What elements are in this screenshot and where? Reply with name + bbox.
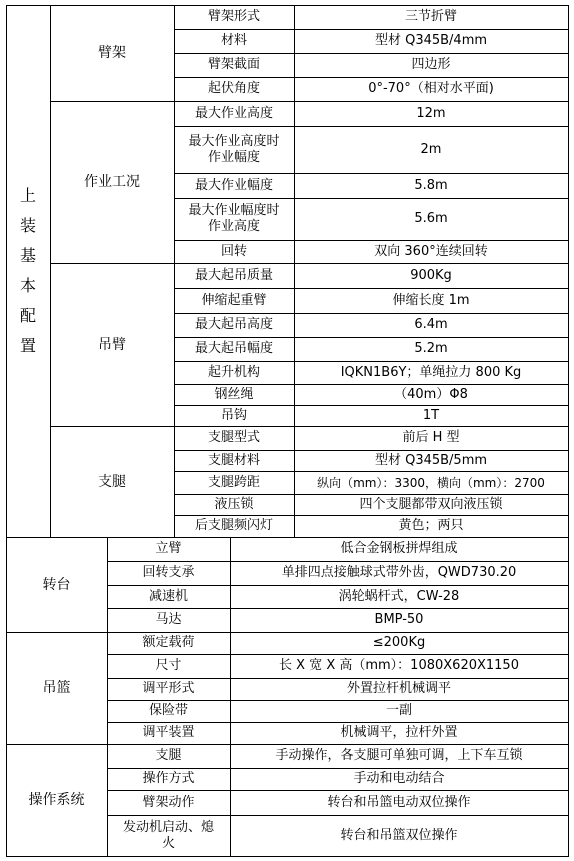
row-value: 手动操作，各支腿可单独可调，上下车互锁 xyxy=(275,748,523,763)
row-label: 尺寸 xyxy=(155,658,182,673)
row-value: 转台和吊篮电动双位操作 xyxy=(327,794,471,810)
row-value: 纵向（mm）：3300，横向（mm）：2700 xyxy=(317,475,545,490)
divider xyxy=(174,515,569,516)
row-value: 长 X 宽 X 高（mm）：1080X620X1150 xyxy=(279,658,519,673)
row-label: 起升机构 xyxy=(207,364,260,380)
row-value: 低合金钢板拼焊组成 xyxy=(340,541,458,556)
row-label: 臂架动作 xyxy=(142,794,195,810)
title-char: 配 xyxy=(19,306,36,325)
row-value: BMP-50 xyxy=(374,612,424,627)
row-label: 调平形式 xyxy=(142,681,195,696)
row-value: 0°-70°（相对水平面) xyxy=(368,81,494,96)
row-value: 一副 xyxy=(385,703,412,718)
divider xyxy=(174,384,569,385)
row-label: 保险带 xyxy=(148,703,188,718)
row-label: 支腿材料 xyxy=(207,452,260,468)
row-value: 1T xyxy=(422,407,440,423)
row-label: 臂架形式 xyxy=(207,9,260,24)
row-label: 马达 xyxy=(155,612,182,627)
divider xyxy=(174,240,569,241)
row-label: 最大作业幅度 xyxy=(194,177,273,193)
row-label: 调平装置 xyxy=(142,725,195,740)
row-label: 发动机启动、熄 火 xyxy=(122,819,214,851)
group-name: 臂架 xyxy=(98,45,126,61)
divider xyxy=(294,5,295,537)
divider xyxy=(50,101,569,102)
row-value: 伸缩长度 1m xyxy=(392,292,470,308)
row-label: 后支腿频闪灯 xyxy=(194,518,273,533)
divider xyxy=(6,537,569,538)
row-value: 5.2m xyxy=(414,341,448,356)
row-label: 起伏角度 xyxy=(207,81,260,96)
divider xyxy=(107,585,569,586)
row-value: 型材 Q345B/4mm xyxy=(374,33,488,48)
title-char: 本 xyxy=(19,276,36,295)
row-value: 黄色；两只 xyxy=(398,518,464,533)
group-name: 吊臂 xyxy=(98,336,126,353)
divider xyxy=(50,426,569,427)
row-label: 最大作业高度时 作业幅度 xyxy=(188,133,280,165)
divider xyxy=(174,288,569,289)
row-label: 最大起吊高度 xyxy=(194,317,273,332)
table-border xyxy=(6,856,569,857)
row-value: 四个支腿都带双向液压锁 xyxy=(359,496,503,512)
row-label: 吊钩 xyxy=(220,407,247,423)
divider xyxy=(107,700,569,701)
row-value: 6.4m xyxy=(414,317,448,332)
row-label: 支腿跨距 xyxy=(207,474,260,490)
divider xyxy=(107,678,569,679)
divider xyxy=(174,450,569,451)
divider xyxy=(107,561,569,562)
row-label: 最大起吊幅度 xyxy=(194,341,273,356)
divider xyxy=(107,722,569,723)
row-value: 机械调平，拉杆外置 xyxy=(340,725,458,740)
row-label: 回转支承 xyxy=(142,565,195,580)
row-value: 5.6m xyxy=(414,211,448,226)
group-name: 作业工况 xyxy=(84,174,140,190)
row-value: 5.8m xyxy=(414,177,448,193)
row-label: 材料 xyxy=(220,33,247,48)
divider xyxy=(174,77,569,78)
divider xyxy=(174,173,569,174)
divider xyxy=(174,198,569,199)
title-char: 上 xyxy=(19,186,36,205)
divider xyxy=(107,768,569,769)
row-value: 四边形 xyxy=(411,57,451,72)
row-value: 三节折臂 xyxy=(404,9,457,24)
divider xyxy=(174,361,569,362)
divider xyxy=(174,313,569,314)
row-label: 回转 xyxy=(220,243,247,259)
row-value: 手动和电动结合 xyxy=(353,771,445,786)
row-label: 额定载荷 xyxy=(142,635,195,650)
divider xyxy=(50,5,51,537)
row-value: （40m）Φ8 xyxy=(394,386,468,402)
group-name: 操作系统 xyxy=(28,792,85,808)
row-label: 最大作业幅度时 作业高度 xyxy=(188,203,280,234)
divider xyxy=(107,815,569,816)
table-border xyxy=(6,5,7,857)
row-label: 伸缩起重臂 xyxy=(201,292,267,308)
row-label: 最大作业高度 xyxy=(194,105,273,121)
section-title-upper xyxy=(6,5,50,537)
row-value: 900Kg xyxy=(410,267,452,283)
divider xyxy=(174,471,569,472)
divider xyxy=(107,654,569,655)
row-value: 涡轮蜗杆式，CW-28 xyxy=(338,588,460,604)
row-label: 操作方式 xyxy=(142,771,195,786)
row-value: 外置拉杆机械调平 xyxy=(346,681,451,696)
divider xyxy=(6,744,569,745)
divider xyxy=(6,632,569,633)
group-name: 转台 xyxy=(42,576,71,593)
row-value: 型材 Q345B/5mm xyxy=(374,452,488,468)
row-value: ≤200Kg xyxy=(372,635,426,650)
row-label: 钢丝绳 xyxy=(214,386,254,402)
title-char: 基 xyxy=(19,246,36,265)
divider xyxy=(174,53,569,54)
divider xyxy=(107,790,569,791)
group-name: 支腿 xyxy=(98,473,126,490)
row-value: 单排四点接触球式带外齿，QWD730.20 xyxy=(281,565,517,580)
row-label: 最大起吊质量 xyxy=(194,267,273,283)
title-char: 装 xyxy=(19,216,36,235)
table-border xyxy=(6,5,569,6)
row-value: 双向 360°连续回转 xyxy=(374,243,488,259)
divider xyxy=(174,405,569,406)
row-label: 支腿 xyxy=(155,748,182,763)
row-value: 2m xyxy=(420,141,442,157)
divider xyxy=(107,608,569,609)
divider xyxy=(174,494,569,495)
title-char: 置 xyxy=(19,336,36,355)
divider xyxy=(174,337,569,338)
row-value: 12m xyxy=(416,105,446,121)
row-label: 臂架截面 xyxy=(207,57,260,72)
group-name: 吊篮 xyxy=(42,680,71,696)
row-label: 液压锁 xyxy=(214,496,254,512)
row-value: IQKN1B6Y；单绳拉力 800 Kg xyxy=(340,364,522,380)
row-value: 转台和吊篮双位操作 xyxy=(340,827,458,843)
table-border xyxy=(568,5,569,857)
row-label: 减速机 xyxy=(148,588,188,604)
divider xyxy=(50,263,569,264)
divider xyxy=(174,126,569,127)
row-value: 前后 H 型 xyxy=(402,430,460,445)
row-label: 立臂 xyxy=(155,541,182,556)
divider xyxy=(174,5,175,537)
row-label: 支腿型式 xyxy=(207,430,260,445)
divider xyxy=(174,29,569,30)
